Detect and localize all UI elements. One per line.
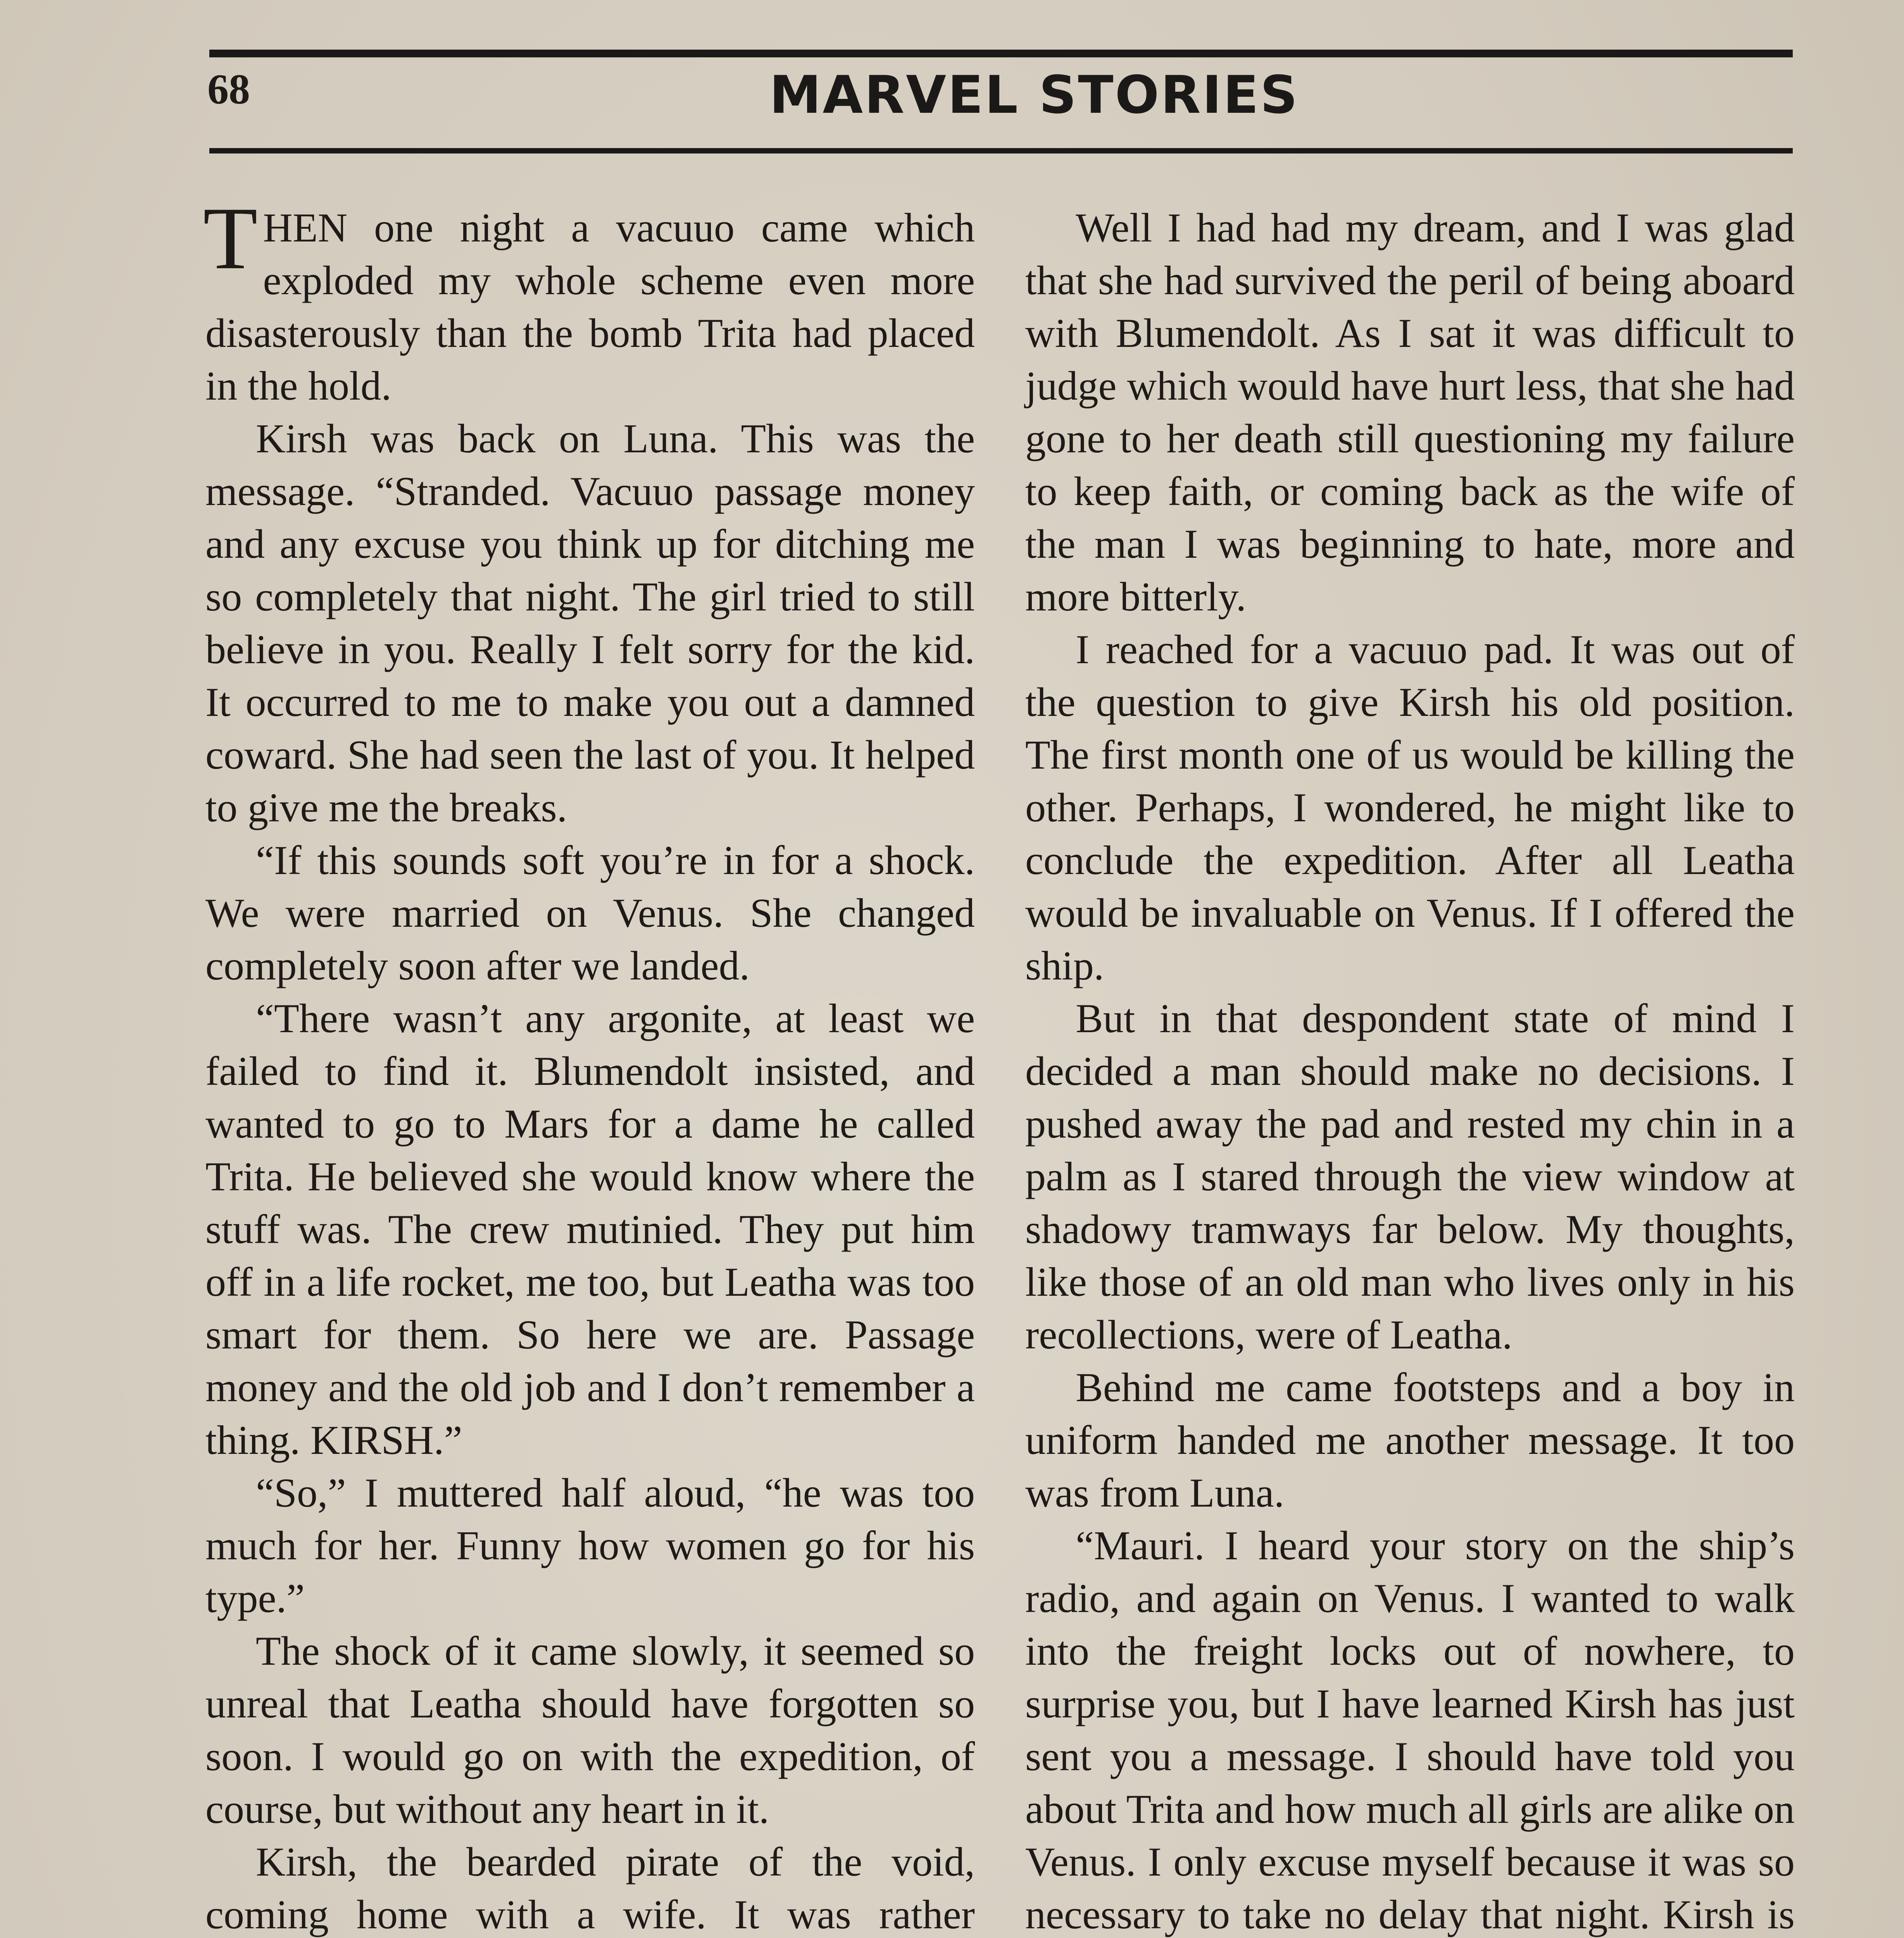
drop-cap: T	[203, 189, 258, 288]
paragraph: “There wasn’t any argonite, at least we failed to find it. Blumendolt insisted, and wanted to go to Mars for a dame he called Trita. He believed she would know where the stuff was. The crew mutinied. They put him off in a life rocket, me too, but Leatha was too smart for them. So here we are. Passage money and the old job and I don’t remember a thing. KIRSH.”	[205, 996, 975, 1463]
header-top-rule	[209, 50, 1793, 57]
paragraph: “So,” I muttered half aloud, “he was too much for her. Funny how women go for his type.”	[205, 1470, 975, 1621]
header-bottom-rule	[209, 148, 1793, 153]
paragraph: I reached for a vacuuo pad. It was out of the question to give Kirsh his old position. The first month one of us would be killing the other. Perhaps, I wondered, he might like to conclude the expedition. After all Leatha would be invaluable on Venus. If I offered the ship.	[1025, 627, 1795, 988]
paragraph: “Mauri. I heard your story on the ship’s radio, and again on Venus. I wanted to walk into the freight locks out of nowhere, to surprise you, but I have learned Kirsh has just sent you a message. I should have told you about Trita and how much all girls are alike on Venus. I only excuse myself because it was so necessary to take no delay that night. Kirsh is	[1025, 1523, 1795, 1937]
paragraph: Well I had had my dream, and I was glad that she had survived the peril of being aboard with Blumendolt. As I sat it was difficult to judge which would have hurt less, that she had gone to her death still questioning my failure to keep faith, or coming back as the wife of the man I was beginning to hate, more and more bitterly.	[1025, 205, 1795, 619]
running-title: MARVEL STORIES	[769, 65, 1299, 125]
right-text-column	[1025, 202, 1795, 1938]
page-number: 68	[207, 66, 250, 113]
paragraph-text: HEN one night a vacuuo came which exploded my whole scheme even more disasterously than the bomb Trita had placed in the hold.	[205, 205, 975, 409]
paragraph: The shock of it came slowly, it seemed so unreal that Leatha should have forgotten so soon. I would go on with the expedition, of course, but without any heart in it.	[205, 1628, 975, 1832]
paragraph: Behind me came footsteps and a boy in uniform handed me another message. It too was from Luna.	[1025, 1365, 1795, 1516]
paragraph: “If this sounds soft you’re in for a shock. We were married on Venus. She changed completely soon after we landed.	[205, 838, 975, 988]
paragraph	[203, 189, 975, 412]
paragraph: Kirsh was back on Luna. This was the message. “Stranded. Vacuuo passage money and any excuse you think up for ditching me so completely that night. The girl tried to still believe in you. Really I felt sorry for the kid. It occurred to me to make you out a damned coward. She had seen the last of you. It helped to give me the breaks.	[205, 416, 975, 830]
paragraph: But in that despondent state of mind I decided a man should make no decisions. I pushed away the pad and rested my chin in a palm as I stared through the view window at shadowy tramways far below. My thoughts, like those of an old man who lives only in his recollections, were of Leatha.	[1025, 996, 1795, 1357]
left-text-column	[203, 189, 975, 1938]
paragraph: Kirsh, the bearded pirate of the void, coming home with a wife. It was rather	[205, 1839, 975, 1937]
